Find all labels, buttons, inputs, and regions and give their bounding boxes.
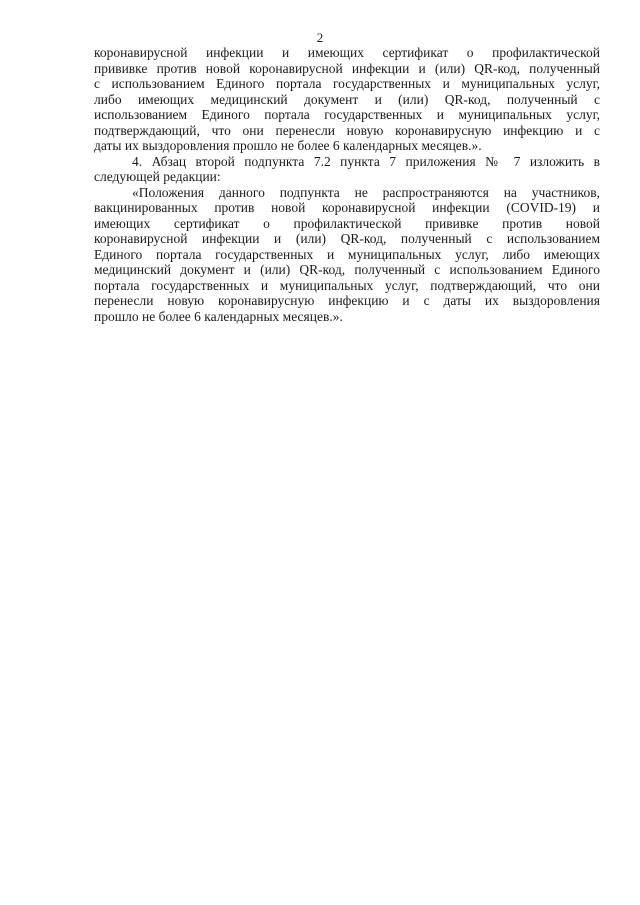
text-line: с использованием Единого портала государственных и муниципальных услуг,	[94, 76, 600, 91]
text-line: «Положения данного подпункта не распространяются на участников,	[132, 184, 600, 200]
text-line: имеющих сертификат о профилактической прививке против новой	[94, 215, 600, 231]
text-line: использованием Единого портала государственных и муниципальных услуг,	[94, 107, 600, 122]
text-line: подтверждающий, что они перенесли новую коронавирусную инфекцию и с	[94, 122, 600, 138]
text-line: даты их выздоровления прошло не более 6 календарных месяцев.».	[94, 138, 482, 153]
paragraph-item-4	[94, 154, 600, 185]
text-line: перенесли новую коронавирусную инфекцию и с даты их выздоровления	[94, 293, 600, 308]
text-line: Единого портала государственных и муниципальных услуг, либо имеющих	[94, 246, 600, 262]
text-line: коронавирусной инфекции и (или) QR-код, полученный с использованием	[94, 231, 600, 246]
paragraph-quoted-text	[94, 185, 600, 325]
text-line: либо имеющих медицинский документ и (или) QR-код, полученный с	[94, 91, 600, 107]
text-line: вакцинированных против новой коронавирусной инфекции (COVID-19) и	[94, 200, 600, 215]
text-line: прививке против новой коронавирусной инфекции и (или) QR-код, полученный	[94, 60, 600, 76]
text-line: следующей редакции:	[94, 169, 221, 184]
text-line: прошло не более 6 календарных месяцев.».	[94, 308, 343, 324]
text-line: портала государственных и муниципальных услуг, подтверждающий, что они	[94, 277, 600, 293]
text-line: медицинский документ и (или) QR-код, полученный с использованием Единого	[94, 262, 600, 277]
text-line: 4. Абзац второй подпункта 7.2 пункта 7 приложения № 7 изложить в	[132, 153, 600, 169]
paragraph-continuation	[94, 45, 600, 154]
document-body	[94, 45, 600, 324]
text-line: коронавирусной инфекции и имеющих сертификат о профилактической	[94, 45, 600, 60]
page-number: 2	[316, 30, 324, 45]
